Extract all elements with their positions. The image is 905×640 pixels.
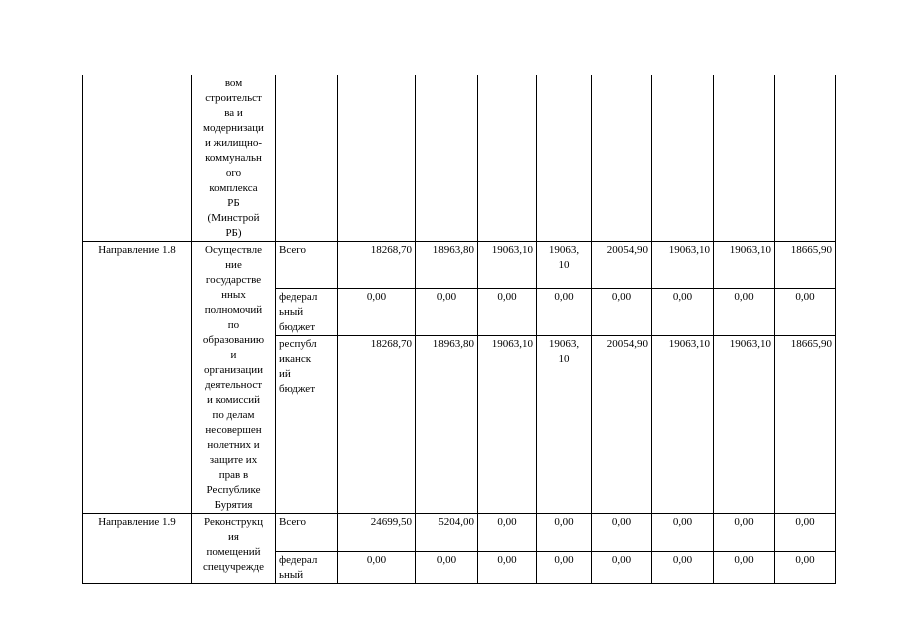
value-cell: 0,00 bbox=[537, 514, 592, 552]
table-row bbox=[83, 514, 836, 552]
value-cell: 0,00 bbox=[714, 552, 775, 584]
value-cell: 0,00 bbox=[478, 288, 537, 336]
value-cell bbox=[592, 75, 652, 242]
direction-cell: Направление 1.8 bbox=[83, 242, 192, 514]
value-cell bbox=[652, 75, 714, 242]
value-cell: 0,00 bbox=[775, 552, 836, 584]
value-cell: 0,00 bbox=[478, 552, 537, 584]
measure-name-cell: Осуществле ние государстве нных полномочий по образованию и организации деятельност и комиссий по делам несовершен нолетних и защите их прав в Республике Бурятия bbox=[192, 242, 276, 514]
value-cell: 18963,80 bbox=[416, 336, 478, 514]
value-cell: 19063,10 bbox=[714, 242, 775, 289]
value-cell: 0,00 bbox=[537, 288, 592, 336]
value-cell: 19063,10 bbox=[652, 336, 714, 514]
value-cell: 18665,90 bbox=[775, 336, 836, 514]
source-cell bbox=[276, 75, 338, 242]
source-cell: республ иканск ий бюджет bbox=[276, 336, 338, 514]
value-cell: 18665,90 bbox=[775, 242, 836, 289]
value-cell: 19063,10 bbox=[478, 242, 537, 289]
value-cell: 20054,90 bbox=[592, 242, 652, 289]
value-cell: 18268,70 bbox=[338, 242, 416, 289]
value-cell bbox=[775, 75, 836, 242]
measure-name-cell: Реконструкц ия помещений спецучрежде bbox=[192, 514, 276, 584]
value-cell: 0,00 bbox=[652, 288, 714, 336]
value-cell: 19063,10 bbox=[652, 242, 714, 289]
source-cell: федерал ьный бюджет bbox=[276, 288, 338, 336]
value-cell bbox=[478, 75, 537, 242]
value-cell bbox=[537, 75, 592, 242]
value-cell: 5204,00 bbox=[416, 514, 478, 552]
value-cell bbox=[714, 75, 775, 242]
value-cell: 18268,70 bbox=[338, 336, 416, 514]
table-row bbox=[83, 242, 836, 289]
value-cell bbox=[338, 75, 416, 242]
budget-table bbox=[82, 75, 836, 584]
value-cell bbox=[416, 75, 478, 242]
value-cell: 0,00 bbox=[714, 288, 775, 336]
value-cell: 0,00 bbox=[714, 514, 775, 552]
value-cell: 0,00 bbox=[416, 552, 478, 584]
measure-name-cell: вом строительст ва и модернизаци и жилищно- коммунальн ого комплекса РБ (Минстрой РБ) bbox=[192, 75, 276, 242]
value-cell: 0,00 bbox=[592, 514, 652, 552]
value-cell: 19063,10 bbox=[714, 336, 775, 514]
value-cell: 0,00 bbox=[416, 288, 478, 336]
direction-cell bbox=[83, 75, 192, 242]
value-cell: 19063,10 bbox=[478, 336, 537, 514]
value-cell: 0,00 bbox=[338, 552, 416, 584]
value-cell: 0,00 bbox=[478, 514, 537, 552]
direction-cell: Направление 1.9 bbox=[83, 514, 192, 584]
value-cell: 0,00 bbox=[775, 288, 836, 336]
value-cell: 0,00 bbox=[652, 514, 714, 552]
value-cell: 0,00 bbox=[652, 552, 714, 584]
value-cell: 0,00 bbox=[592, 552, 652, 584]
value-cell: 0,00 bbox=[775, 514, 836, 552]
source-cell: Всего bbox=[276, 514, 338, 552]
value-cell: 0,00 bbox=[338, 288, 416, 336]
value-cell: 19063, 10 bbox=[537, 242, 592, 289]
value-cell: 24699,50 bbox=[338, 514, 416, 552]
source-cell: федерал ьный bbox=[276, 552, 338, 584]
source-cell: Всего bbox=[276, 242, 338, 289]
value-cell: 0,00 bbox=[537, 552, 592, 584]
value-cell: 20054,90 bbox=[592, 336, 652, 514]
value-cell: 19063, 10 bbox=[537, 336, 592, 514]
value-cell: 0,00 bbox=[592, 288, 652, 336]
value-cell: 18963,80 bbox=[416, 242, 478, 289]
table-row bbox=[83, 75, 836, 242]
